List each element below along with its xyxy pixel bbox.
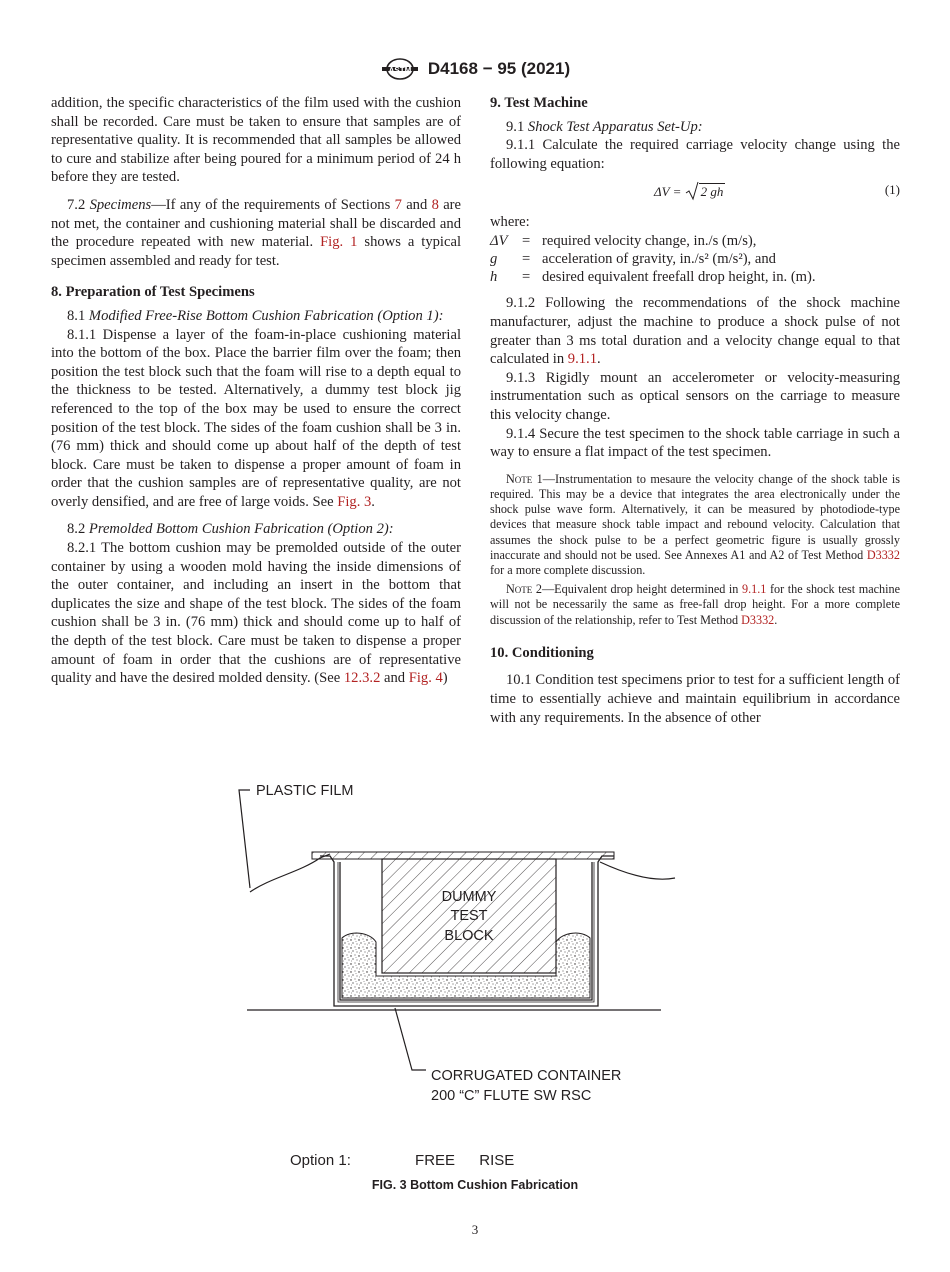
paragraph-8-2: 8.2 Premolded Bottom Cushion Fabrication (Option 2): [67, 521, 394, 538]
astm-logo-icon [380, 58, 420, 80]
figure-option-label: Option 1: FREE RISE [290, 1152, 515, 1169]
page-header [0, 58, 950, 82]
block-label-line2: TEST [450, 908, 488, 924]
container-leader-line [395, 1008, 426, 1070]
where-row: ΔV = required velocity change, in./s (m/s), [490, 232, 757, 249]
link-d3332[interactable]: D3332 [866, 547, 900, 562]
note-1: Note 1—Instrumentation to mesaure the velocity change of the shock table is required. This may be a device that integrates the area electronically under the shock pulse wave form. Alternatively, it can be measured by photodiode-type devices that measure shock table impact and rebound velocity. Calculation that assumes the shock pulse to be a perfect geometric figure is usually grossly inaccurate and should not be used. See Annexes A1 and A2 of Test Method D3332 for a more complete discussion. [490, 471, 901, 577]
where-row: g = acceleration of gravity, in./s² (m/s²), and [490, 250, 776, 267]
jig-lid [312, 852, 614, 859]
designation: D4168 − 95 (2021) [427, 59, 571, 78]
right-column [490, 94, 900, 727]
link-d3332[interactable]: D3332 [741, 612, 775, 627]
link-section-8[interactable]: 8 [431, 196, 439, 213]
page-number: 3 [471, 1222, 479, 1237]
paragraph-8-1-1: 8.1.1 Dispense a layer of the foam-in-place cushioning material into the bottom of the box. Place the barrier film over the foam; then position the test block such that the foam will rise to a depth equal to the thickness to be tested. Alternatively, a dummy test block jig referenced to the top of the box may be used to ensure the correct position of the test block. The sides of the foam cushion shall be 3 in. (76 mm) thick and should come up about half of the depth of test block. Care must be taken to dispense a proper amount of foam in order that the cushion samples are of representative quality, are not overly densified, and are free of large voids. See Fig. 3. [51, 326, 461, 510]
plastic-film-right [600, 862, 675, 879]
equation-number: (1) [884, 182, 900, 198]
figure-caption: FIG. 3 Bottom Cushion Fabrication [371, 1178, 579, 1192]
logo-text: ASTM [388, 66, 412, 75]
equation-lhs: ΔV = [654, 184, 682, 200]
where-row: h = desired equivalent freefall drop height, in. (m). [490, 268, 816, 285]
link-fig-4[interactable]: Fig. 4 [408, 670, 443, 687]
left-column [51, 94, 461, 688]
section-heading-9: 9. Test Machine [490, 95, 588, 111]
equation-rhs: 2 gh [700, 184, 724, 200]
link-fig-3[interactable]: Fig. 3 [337, 493, 372, 510]
paragraph-8-1: 8.1 Modified Free-Rise Bottom Cushion Fabrication (Option 1): [67, 307, 444, 324]
link-9-1-1[interactable]: 9.1.1 [741, 582, 767, 597]
paragraph-9-1-1: 9.1.1 Calculate the required carriage velocity change using the following equation: [490, 137, 900, 172]
container-label-line2: 200 “C” FLUTE SW RSC [431, 1088, 592, 1104]
section-heading-8: 8. Preparation of Test Specimens [51, 284, 255, 301]
container-label-line1: CORRUGATED CONTAINER [431, 1068, 622, 1084]
paragraph-continuation: addition, the specific characteristics of the film used with the cushion shall be recorded. Care must be taken to ensure that samples are of representative quality. It is recommended that all samples be allowed to cure and stabilize after being poured for a minimum period of 24 h before they are tested. [51, 95, 461, 186]
sqrt-icon [685, 181, 699, 201]
paragraph-9-1-4: 9.1.4 Secure the test specimen to the shock table carriage in such a way to ensure a flat impact of the test specimen. [490, 425, 900, 461]
block-label-line1: DUMMY [441, 889, 497, 905]
paragraph-9-1: 9.1 Shock Test Apparatus Set-Up: [506, 118, 703, 135]
plastic-film-label: PLASTIC FILM [256, 783, 354, 799]
note-2: Note 2—Equivalent drop height determined in 9.1.1 for the shock test machine will not be necessarily the same as free-fall drop height. For a more complete discussion of the relationship, refer to Test Method D3332. [490, 582, 901, 627]
block-label-line3: BLOCK [444, 928, 494, 944]
link-section-7[interactable]: 7 [394, 196, 402, 213]
paragraph-10-1: 10.1 Condition test specimens prior to test for a sufficient length of time to essentially achieve and maintain equilibrium in accordance with any requirements. In the absence of other [490, 672, 900, 726]
film-leader-line [239, 790, 250, 888]
paragraph-9-1-2: 9.1.2 Following the recommendations of the shock machine manufacturer, adjust the machine to produce a shock pulse of not greater than 3 ms total duration and a velocity change equal to that calculated in 9.1.1. [490, 295, 900, 368]
paragraph-7-2: 7.2 Specimens—If any of the requirements of Sections 7 and 8 are not met, the container and cushioning material shall be discarded and the procedure repeated with new material. Fig. 1 shows a typical specimen assembled and ready for test. [51, 196, 462, 269]
where-label: where: [490, 214, 530, 231]
plastic-film-left [250, 854, 330, 892]
paragraph-8-2-1: 8.2.1 The bottom cushion may be premolded outside of the outer container by using a wooden mold having the inside dimensions of the outer container, and including an insert in the bottom that duplicates the size and shape of the test block. The sides of the foam cushion shall be 3 in. (76 mm) thick and should come up to half of the depth of the test block. Care must be taken to dispense a proper amount of foam in order that the cushions are of representative quality and have the desired molded density. (See 12.3.2 and Fig. 4) [51, 540, 461, 687]
link-fig-1[interactable]: Fig. 1 [320, 234, 358, 251]
paragraph-9-1-3: 9.1.3 Rigidly mount an accelerometer or velocity-measuring instrumentation such as optical sensors on the carriage to measure this velocity change. [490, 369, 900, 423]
link-9-1-1[interactable]: 9.1.1 [567, 351, 597, 368]
link-12-3-2[interactable]: 12.3.2 [343, 670, 381, 687]
figure-3-diagram [230, 770, 700, 1150]
section-heading-10: 10. Conditioning [490, 644, 594, 661]
equation-1 [490, 179, 900, 207]
